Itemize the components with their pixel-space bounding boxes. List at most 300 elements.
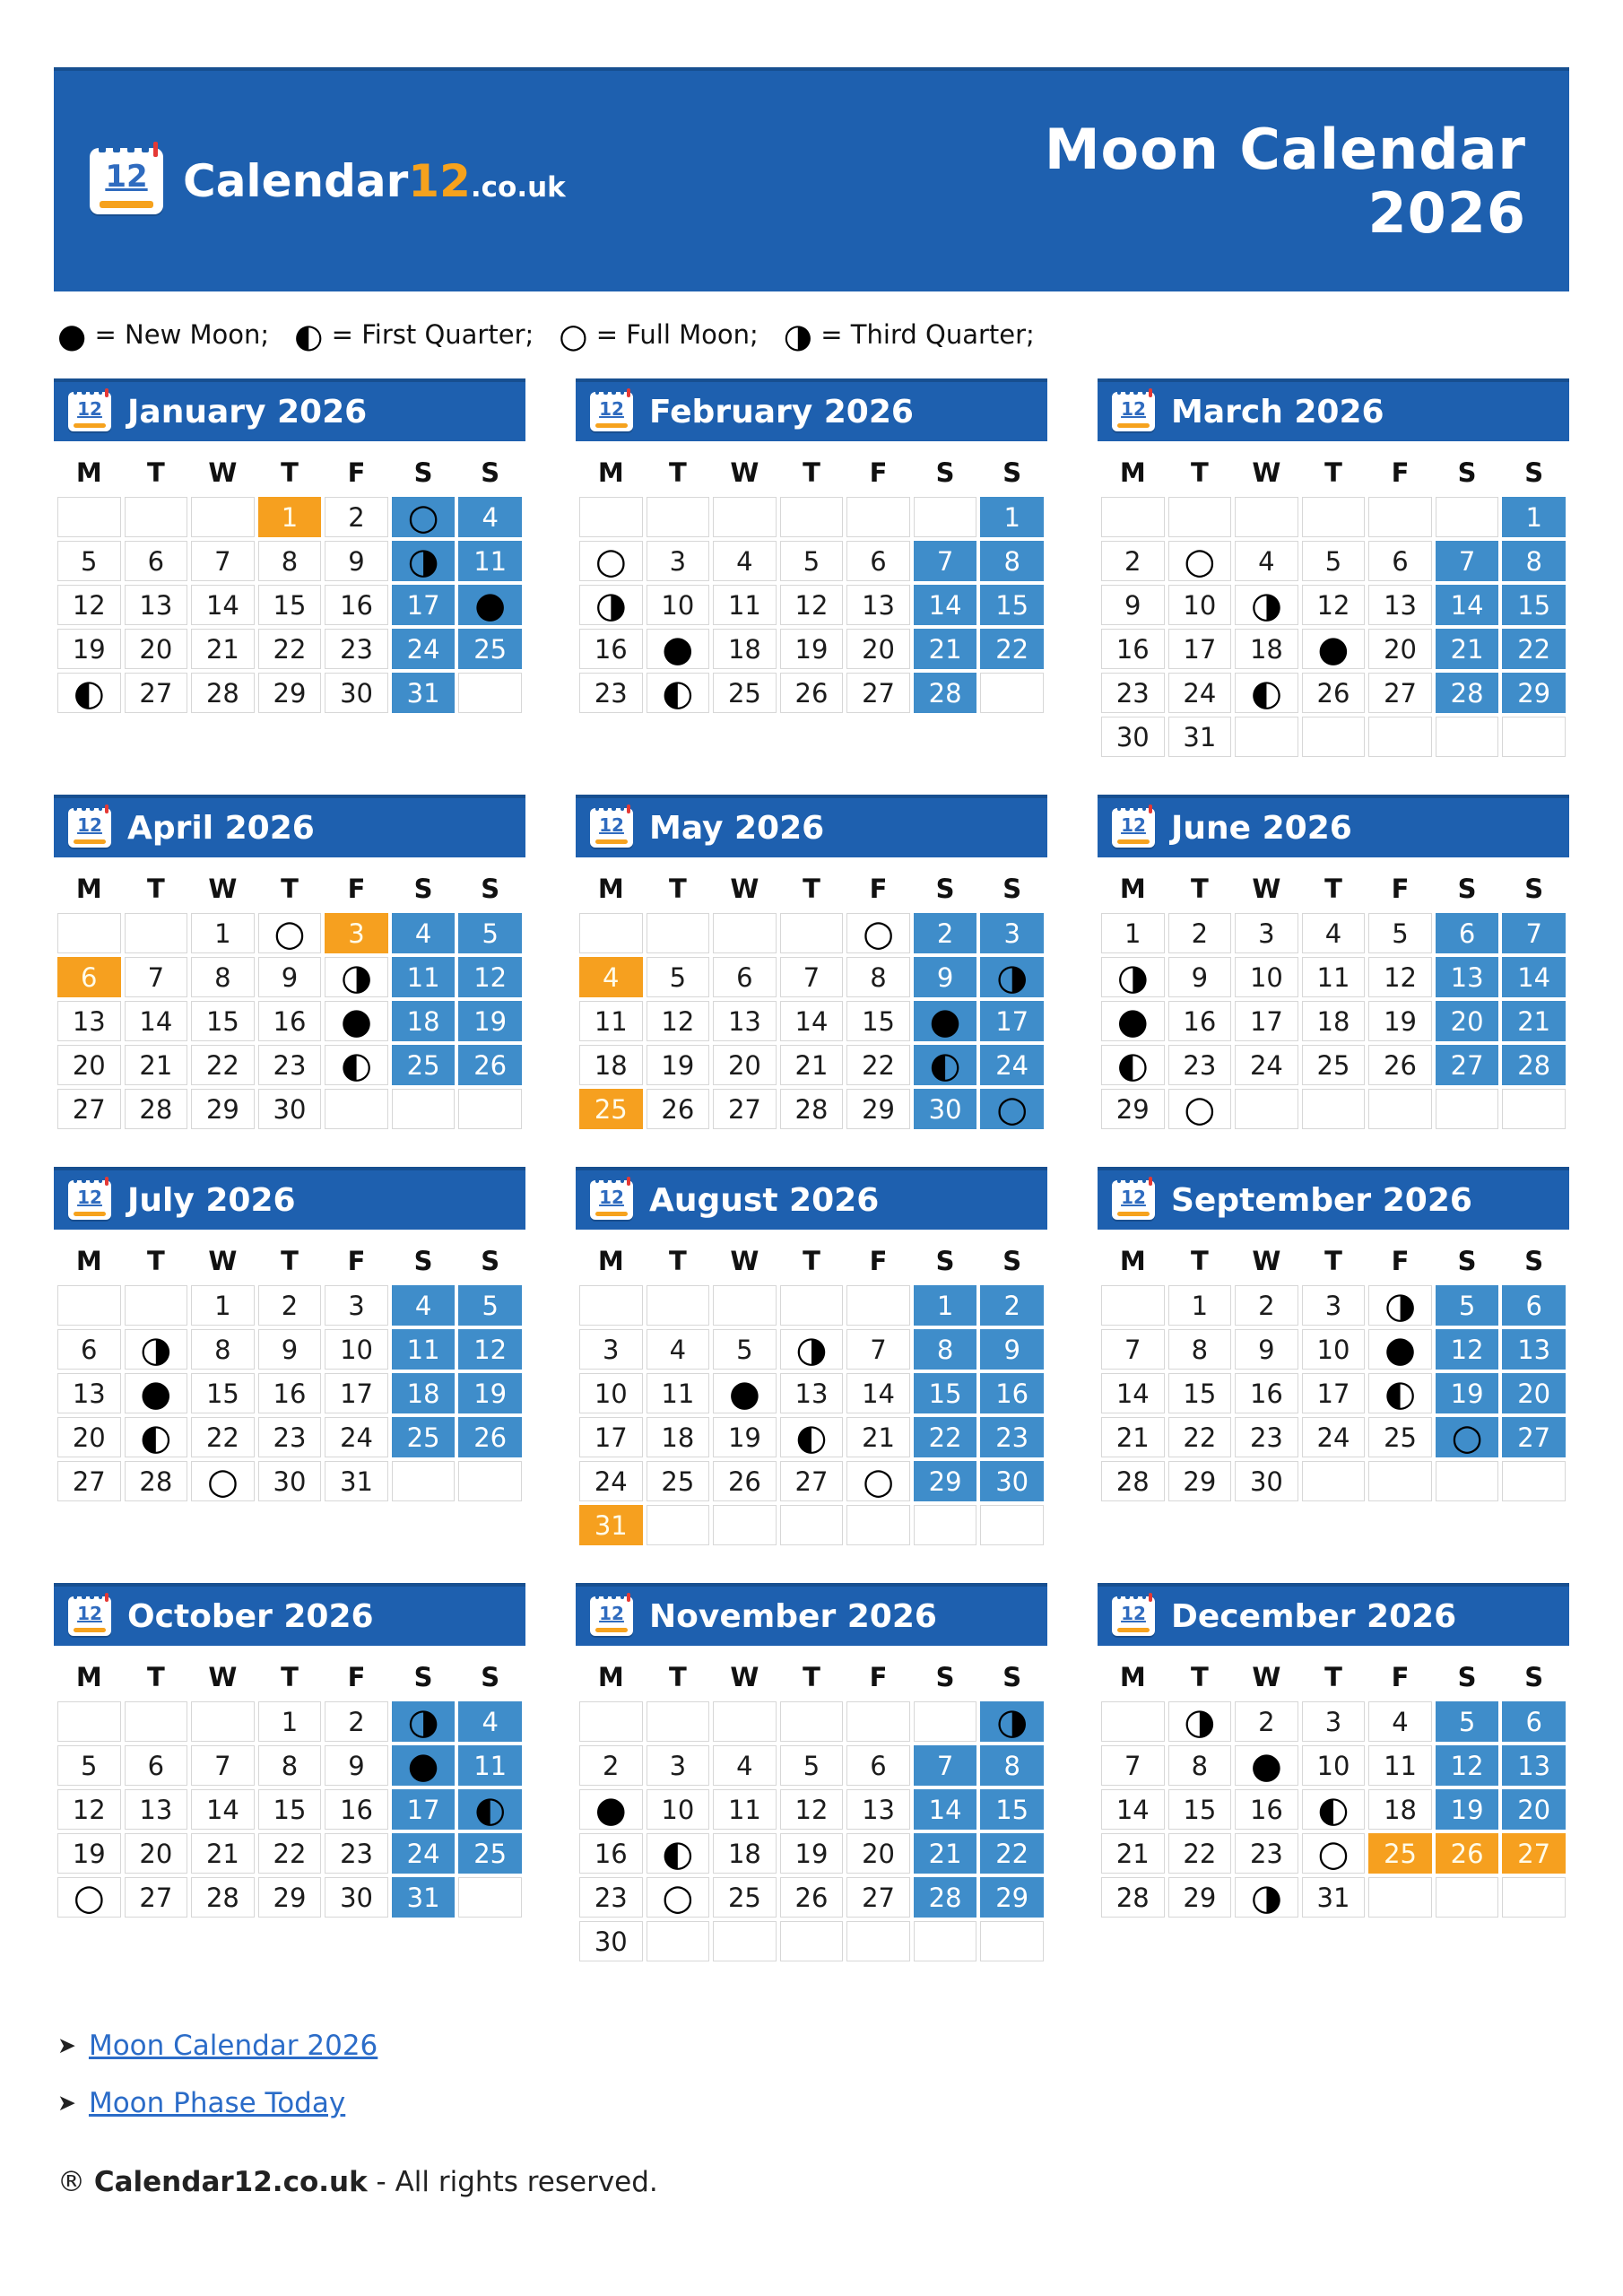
empty-cell — [57, 497, 121, 537]
empty-cell — [713, 913, 777, 953]
empty-cell — [914, 1505, 977, 1545]
day-cell: 2 — [258, 1285, 322, 1326]
moon-first-cell: ◐ — [780, 1417, 844, 1457]
empty-cell — [846, 1505, 910, 1545]
day-cell: 26 — [1368, 1045, 1432, 1085]
day-cell: 4 — [458, 1701, 522, 1742]
day-cell: 13 — [1502, 1329, 1566, 1370]
icon-number: 12 — [1121, 398, 1146, 421]
month-december — [1098, 1583, 1569, 1921]
day-cell: 10 — [647, 1789, 710, 1830]
day-cell: 23 — [258, 1417, 322, 1457]
legend-item-new — [57, 317, 270, 355]
day-cell: 14 — [1502, 957, 1566, 997]
day-cell: 19 — [57, 629, 121, 669]
month-april — [54, 795, 525, 1133]
day-cell: 21 — [780, 1045, 844, 1085]
month-table-february — [576, 443, 1047, 717]
day-cell: 5 — [1302, 541, 1366, 581]
moon-calendar-2026-link[interactable]: Moon Calendar 2026 — [88, 2030, 378, 2062]
weekday-header: M — [1119, 874, 1146, 904]
day-cell: 5 — [647, 957, 710, 997]
day-cell: 27 — [846, 673, 910, 713]
binding-dots — [1117, 1178, 1147, 1183]
moon-first-cell: ◐ — [458, 1789, 522, 1830]
week-row — [579, 585, 1044, 625]
week-row — [579, 629, 1044, 669]
day-cell: 25 — [713, 1877, 777, 1918]
day-cell: 18 — [1368, 1789, 1432, 1830]
day-cell: 26 — [1302, 673, 1366, 713]
day-cell: 22 — [980, 1833, 1044, 1874]
day-cell: 20 — [125, 1833, 188, 1874]
weekday-header: T — [1190, 874, 1209, 904]
weekday-header: M — [597, 1662, 624, 1692]
red-pin — [105, 1177, 108, 1186]
day-cell: 20 — [846, 629, 910, 669]
moon-new-cell: ● — [713, 1373, 777, 1413]
moon-full-cell: ○ — [392, 497, 456, 537]
day-cell: 19 — [780, 629, 844, 669]
day-cell: 18 — [392, 1373, 456, 1413]
site-logo[interactable] — [90, 148, 566, 214]
day-cell: 16 — [1235, 1789, 1298, 1830]
day-cell: 7 — [191, 541, 255, 581]
day-cell: 27 — [1436, 1045, 1499, 1085]
weekday-header: F — [1391, 1662, 1410, 1692]
weekday-header: M — [1119, 1246, 1146, 1276]
empty-cell — [914, 1921, 977, 1961]
moon-phase-today-link[interactable]: Moon Phase Today — [88, 2087, 346, 2119]
day-cell: 11 — [579, 1001, 643, 1041]
weekday-row — [57, 863, 522, 909]
day-cell: 16 — [980, 1373, 1044, 1413]
day-cell: 5 — [458, 1285, 522, 1326]
third-moon-icon: ◑ — [783, 317, 813, 355]
empty-cell — [647, 1505, 710, 1545]
month-header-october — [54, 1583, 525, 1646]
moon-third-cell: ◑ — [980, 957, 1044, 997]
empty-cell — [780, 1505, 844, 1545]
week-row — [57, 1701, 522, 1742]
day-cell: 14 — [1436, 585, 1499, 625]
week-row — [57, 913, 522, 953]
day-cell: 23 — [1235, 1833, 1298, 1874]
day-cell: 23 — [579, 1877, 643, 1918]
empty-cell — [57, 1285, 121, 1326]
week-row — [1101, 1001, 1566, 1041]
day-cell: 29 — [1168, 1461, 1232, 1501]
day-cell: 8 — [846, 957, 910, 997]
day-cell: 28 — [1101, 1461, 1165, 1501]
moon-new-cell: ● — [1368, 1329, 1432, 1370]
day-cell: 20 — [57, 1417, 121, 1457]
empty-cell — [125, 913, 188, 953]
day-cell: 3 — [325, 913, 388, 953]
weekday-header: M — [75, 1246, 102, 1276]
icon-number: 12 — [77, 1603, 102, 1625]
day-cell: 11 — [1302, 957, 1366, 997]
week-row — [57, 1877, 522, 1918]
moon-third-cell: ◑ — [392, 541, 456, 581]
day-cell: 10 — [1235, 957, 1298, 997]
day-cell: 8 — [1502, 541, 1566, 581]
month-title: October 2026 — [127, 1597, 374, 1635]
day-cell: 30 — [258, 1089, 322, 1129]
day-cell: 25 — [1368, 1417, 1432, 1457]
day-cell: 18 — [713, 629, 777, 669]
legend-label: = First Quarter; — [323, 319, 534, 350]
day-cell: 24 — [325, 1417, 388, 1457]
day-cell: 28 — [914, 1877, 977, 1918]
page-title-line1: Moon Calendar — [1044, 116, 1526, 182]
weekday-header: S — [1457, 1246, 1477, 1276]
day-cell: 14 — [1101, 1373, 1165, 1413]
icon-number: 12 — [599, 398, 624, 421]
day-cell: 28 — [780, 1089, 844, 1129]
week-row — [57, 1745, 522, 1786]
binding-dots — [595, 1594, 625, 1599]
day-cell: 6 — [713, 957, 777, 997]
day-cell: 23 — [1101, 673, 1165, 713]
day-cell: 25 — [392, 1417, 456, 1457]
week-row — [579, 497, 1044, 537]
day-cell: 21 — [1101, 1833, 1165, 1874]
empty-cell — [1436, 1877, 1499, 1918]
day-cell: 21 — [125, 1045, 188, 1085]
day-cell: 1 — [258, 497, 322, 537]
day-cell: 12 — [780, 1789, 844, 1830]
day-cell: 21 — [1436, 629, 1499, 669]
weekday-header: T — [1324, 1246, 1342, 1276]
red-pin — [1149, 388, 1151, 397]
day-cell: 8 — [980, 541, 1044, 581]
weekday-header: T — [668, 457, 687, 488]
empty-cell — [325, 1089, 388, 1129]
icon-number: 12 — [1121, 1187, 1146, 1209]
day-cell: 27 — [780, 1461, 844, 1501]
empty-cell — [1368, 497, 1432, 537]
week-row — [57, 629, 522, 669]
week-row — [579, 1789, 1044, 1830]
moon-full-cell: ○ — [980, 1089, 1044, 1129]
day-cell: 18 — [1235, 629, 1298, 669]
moon-third-cell: ◑ — [579, 585, 643, 625]
day-cell: 10 — [325, 1329, 388, 1370]
binding-dots — [1117, 805, 1147, 811]
month-january — [54, 378, 525, 717]
weekday-header: T — [1324, 457, 1342, 488]
orange-bar — [1117, 1628, 1150, 1632]
day-cell: 31 — [325, 1461, 388, 1501]
moon-first-cell: ◐ — [647, 673, 710, 713]
day-cell: 6 — [125, 1745, 188, 1786]
empty-cell — [392, 1461, 456, 1501]
week-row — [57, 957, 522, 997]
day-cell: 29 — [191, 1089, 255, 1129]
day-cell: 19 — [780, 1833, 844, 1874]
weekday-header: W — [208, 1662, 238, 1692]
weekday-header: F — [1391, 457, 1410, 488]
day-cell: 2 — [579, 1745, 643, 1786]
day-cell: 3 — [647, 541, 710, 581]
empty-cell — [1302, 497, 1366, 537]
empty-cell — [1168, 497, 1232, 537]
day-cell: 24 — [1302, 1417, 1366, 1457]
day-cell: 14 — [191, 585, 255, 625]
day-cell: 5 — [458, 913, 522, 953]
day-cell: 22 — [191, 1417, 255, 1457]
empty-cell — [780, 497, 844, 537]
day-cell: 3 — [980, 913, 1044, 953]
day-cell: 15 — [191, 1373, 255, 1413]
week-row — [579, 1285, 1044, 1326]
weekday-header: F — [869, 1662, 888, 1692]
week-row — [57, 673, 522, 713]
month-title: August 2026 — [649, 1181, 880, 1219]
month-header-april — [54, 795, 525, 857]
weekday-header: T — [1324, 1662, 1342, 1692]
day-cell: 13 — [1368, 585, 1432, 625]
week-row — [57, 1417, 522, 1457]
month-table-september — [1098, 1231, 1569, 1505]
empty-cell — [579, 497, 643, 537]
link-row — [57, 2030, 1566, 2062]
day-cell: 23 — [1235, 1417, 1298, 1457]
week-row — [57, 1373, 522, 1413]
day-cell: 14 — [914, 1789, 977, 1830]
day-cell: 22 — [1168, 1417, 1232, 1457]
day-cell: 16 — [258, 1373, 322, 1413]
weekday-header: S — [1002, 1246, 1022, 1276]
day-cell: 22 — [258, 1833, 322, 1874]
day-cell: 12 — [57, 1789, 121, 1830]
calendar-icon — [1112, 392, 1155, 431]
weekday-header: T — [803, 874, 820, 904]
day-cell: 10 — [1302, 1745, 1366, 1786]
month-header-november — [576, 1583, 1047, 1646]
day-cell: 16 — [1235, 1373, 1298, 1413]
orange-bar — [74, 1212, 106, 1216]
legend-item-first — [294, 317, 534, 355]
day-cell: 25 — [392, 1045, 456, 1085]
weekday-header: S — [1524, 1662, 1544, 1692]
day-cell: 5 — [57, 541, 121, 581]
empty-cell — [392, 1089, 456, 1129]
day-cell: 5 — [780, 1745, 844, 1786]
day-cell: 26 — [780, 673, 844, 713]
day-cell: 2 — [1101, 541, 1165, 581]
month-header-february — [576, 378, 1047, 441]
binding-dots — [595, 389, 625, 395]
day-cell: 16 — [579, 629, 643, 669]
red-pin — [105, 388, 108, 397]
month-header-august — [576, 1167, 1047, 1230]
week-row — [1101, 1745, 1566, 1786]
week-row — [579, 1329, 1044, 1370]
moon-third-cell: ◑ — [1235, 585, 1298, 625]
month-title: January 2026 — [127, 393, 368, 430]
weekday-header: F — [869, 457, 888, 488]
weekday-header: W — [1252, 874, 1281, 904]
day-cell: 27 — [57, 1089, 121, 1129]
day-cell: 8 — [191, 957, 255, 997]
orange-bar — [1117, 423, 1150, 428]
week-row — [57, 1329, 522, 1370]
weekday-header: M — [597, 874, 624, 904]
day-cell: 27 — [1502, 1833, 1566, 1874]
moon-first-cell: ◐ — [125, 1417, 188, 1457]
day-cell: 4 — [579, 957, 643, 997]
red-pin — [153, 142, 159, 156]
weekday-header: M — [75, 874, 102, 904]
logo-brand-number: 12 — [408, 155, 471, 207]
day-cell: 13 — [57, 1001, 121, 1041]
week-row — [579, 1701, 1044, 1742]
day-cell: 28 — [1436, 673, 1499, 713]
orange-bar — [595, 423, 628, 428]
weekday-header: W — [730, 1246, 759, 1276]
day-cell: 25 — [1368, 1833, 1432, 1874]
weekday-header: S — [481, 874, 500, 904]
day-cell: 15 — [258, 585, 322, 625]
empty-cell — [1368, 1089, 1432, 1129]
empty-cell — [846, 1701, 910, 1742]
weekday-header: S — [1002, 1662, 1022, 1692]
day-cell: 2 — [980, 1285, 1044, 1326]
moon-new-cell: ● — [1302, 629, 1366, 669]
calendar-icon — [590, 808, 633, 848]
day-cell: 6 — [1502, 1285, 1566, 1326]
weekday-header: S — [413, 874, 433, 904]
month-header-july — [54, 1167, 525, 1230]
month-table-may — [576, 859, 1047, 1133]
weekday-header: T — [1190, 1246, 1209, 1276]
week-row — [57, 1089, 522, 1129]
day-cell: 7 — [191, 1745, 255, 1786]
copyright — [57, 2166, 1566, 2198]
day-cell: 7 — [125, 957, 188, 997]
day-cell: 2 — [325, 497, 388, 537]
moon-third-cell: ◑ — [780, 1329, 844, 1370]
day-cell: 10 — [1302, 1329, 1366, 1370]
day-cell: 25 — [647, 1461, 710, 1501]
red-pin — [1149, 804, 1151, 813]
link-row — [57, 2087, 1566, 2119]
week-row — [1101, 1461, 1566, 1501]
week-row — [579, 1373, 1044, 1413]
month-june — [1098, 795, 1569, 1133]
moon-new-cell: ● — [458, 585, 522, 625]
day-cell: 22 — [914, 1417, 977, 1457]
moon-third-cell: ◑ — [1235, 1877, 1298, 1918]
calendar-icon — [590, 1180, 633, 1220]
month-title: September 2026 — [1171, 1181, 1472, 1219]
day-cell: 11 — [1368, 1745, 1432, 1786]
empty-cell — [1436, 497, 1499, 537]
day-cell: 29 — [980, 1877, 1044, 1918]
day-cell: 5 — [713, 1329, 777, 1370]
day-cell: 23 — [258, 1045, 322, 1085]
moon-first-cell: ◐ — [914, 1045, 977, 1085]
month-title: November 2026 — [649, 1597, 937, 1635]
day-cell: 23 — [325, 629, 388, 669]
day-cell: 2 — [1235, 1285, 1298, 1326]
new-moon-icon: ● — [57, 317, 87, 355]
day-cell: 14 — [191, 1789, 255, 1830]
day-cell: 16 — [325, 585, 388, 625]
binding-dots — [1117, 1594, 1147, 1599]
day-cell: 9 — [1168, 957, 1232, 997]
day-cell: 12 — [780, 585, 844, 625]
day-cell: 20 — [846, 1833, 910, 1874]
month-header-may — [576, 795, 1047, 857]
day-cell: 24 — [980, 1045, 1044, 1085]
day-cell: 4 — [392, 913, 456, 953]
day-cell: 8 — [258, 541, 322, 581]
day-cell: 8 — [258, 1745, 322, 1786]
day-cell: 30 — [579, 1921, 643, 1961]
empty-cell — [780, 1701, 844, 1742]
weekday-header: S — [413, 1246, 433, 1276]
week-row — [579, 541, 1044, 581]
weekday-header: T — [1190, 457, 1209, 488]
weekday-header: M — [1119, 457, 1146, 488]
week-row — [579, 1045, 1044, 1085]
weekday-header: W — [730, 1662, 759, 1692]
logo-brand: Calendar — [183, 155, 409, 207]
day-cell: 30 — [258, 1461, 322, 1501]
day-cell: 2 — [914, 913, 977, 953]
day-cell: 20 — [713, 1045, 777, 1085]
empty-cell — [647, 1921, 710, 1961]
weekday-header: F — [1391, 1246, 1410, 1276]
day-cell: 4 — [458, 497, 522, 537]
week-row — [1101, 913, 1566, 953]
legend-item-full — [559, 317, 759, 355]
empty-cell — [458, 1877, 522, 1918]
day-cell: 12 — [1436, 1745, 1499, 1786]
week-row — [57, 1789, 522, 1830]
weekday-row — [579, 1651, 1044, 1698]
day-cell: 28 — [125, 1089, 188, 1129]
day-cell: 26 — [458, 1417, 522, 1457]
day-cell: 5 — [780, 541, 844, 581]
weekday-header: F — [1391, 874, 1410, 904]
day-cell: 3 — [325, 1285, 388, 1326]
moon-full-cell: ○ — [647, 1877, 710, 1918]
day-cell: 9 — [1235, 1329, 1298, 1370]
day-cell: 15 — [1502, 585, 1566, 625]
moon-full-cell: ○ — [1436, 1417, 1499, 1457]
weekday-header: S — [413, 457, 433, 488]
day-cell: 17 — [1235, 1001, 1298, 1041]
empty-cell — [579, 1285, 643, 1326]
week-row — [1101, 1701, 1566, 1742]
week-row — [57, 1833, 522, 1874]
day-cell: 27 — [1502, 1417, 1566, 1457]
moon-new-cell: ● — [579, 1789, 643, 1830]
day-cell: 21 — [191, 629, 255, 669]
day-cell: 25 — [458, 629, 522, 669]
week-row — [1101, 629, 1566, 669]
day-cell: 22 — [1168, 1833, 1232, 1874]
month-july — [54, 1167, 525, 1505]
weekday-header: S — [935, 1246, 955, 1276]
week-row — [579, 1001, 1044, 1041]
weekday-row — [57, 447, 522, 493]
day-cell: 14 — [780, 1001, 844, 1041]
